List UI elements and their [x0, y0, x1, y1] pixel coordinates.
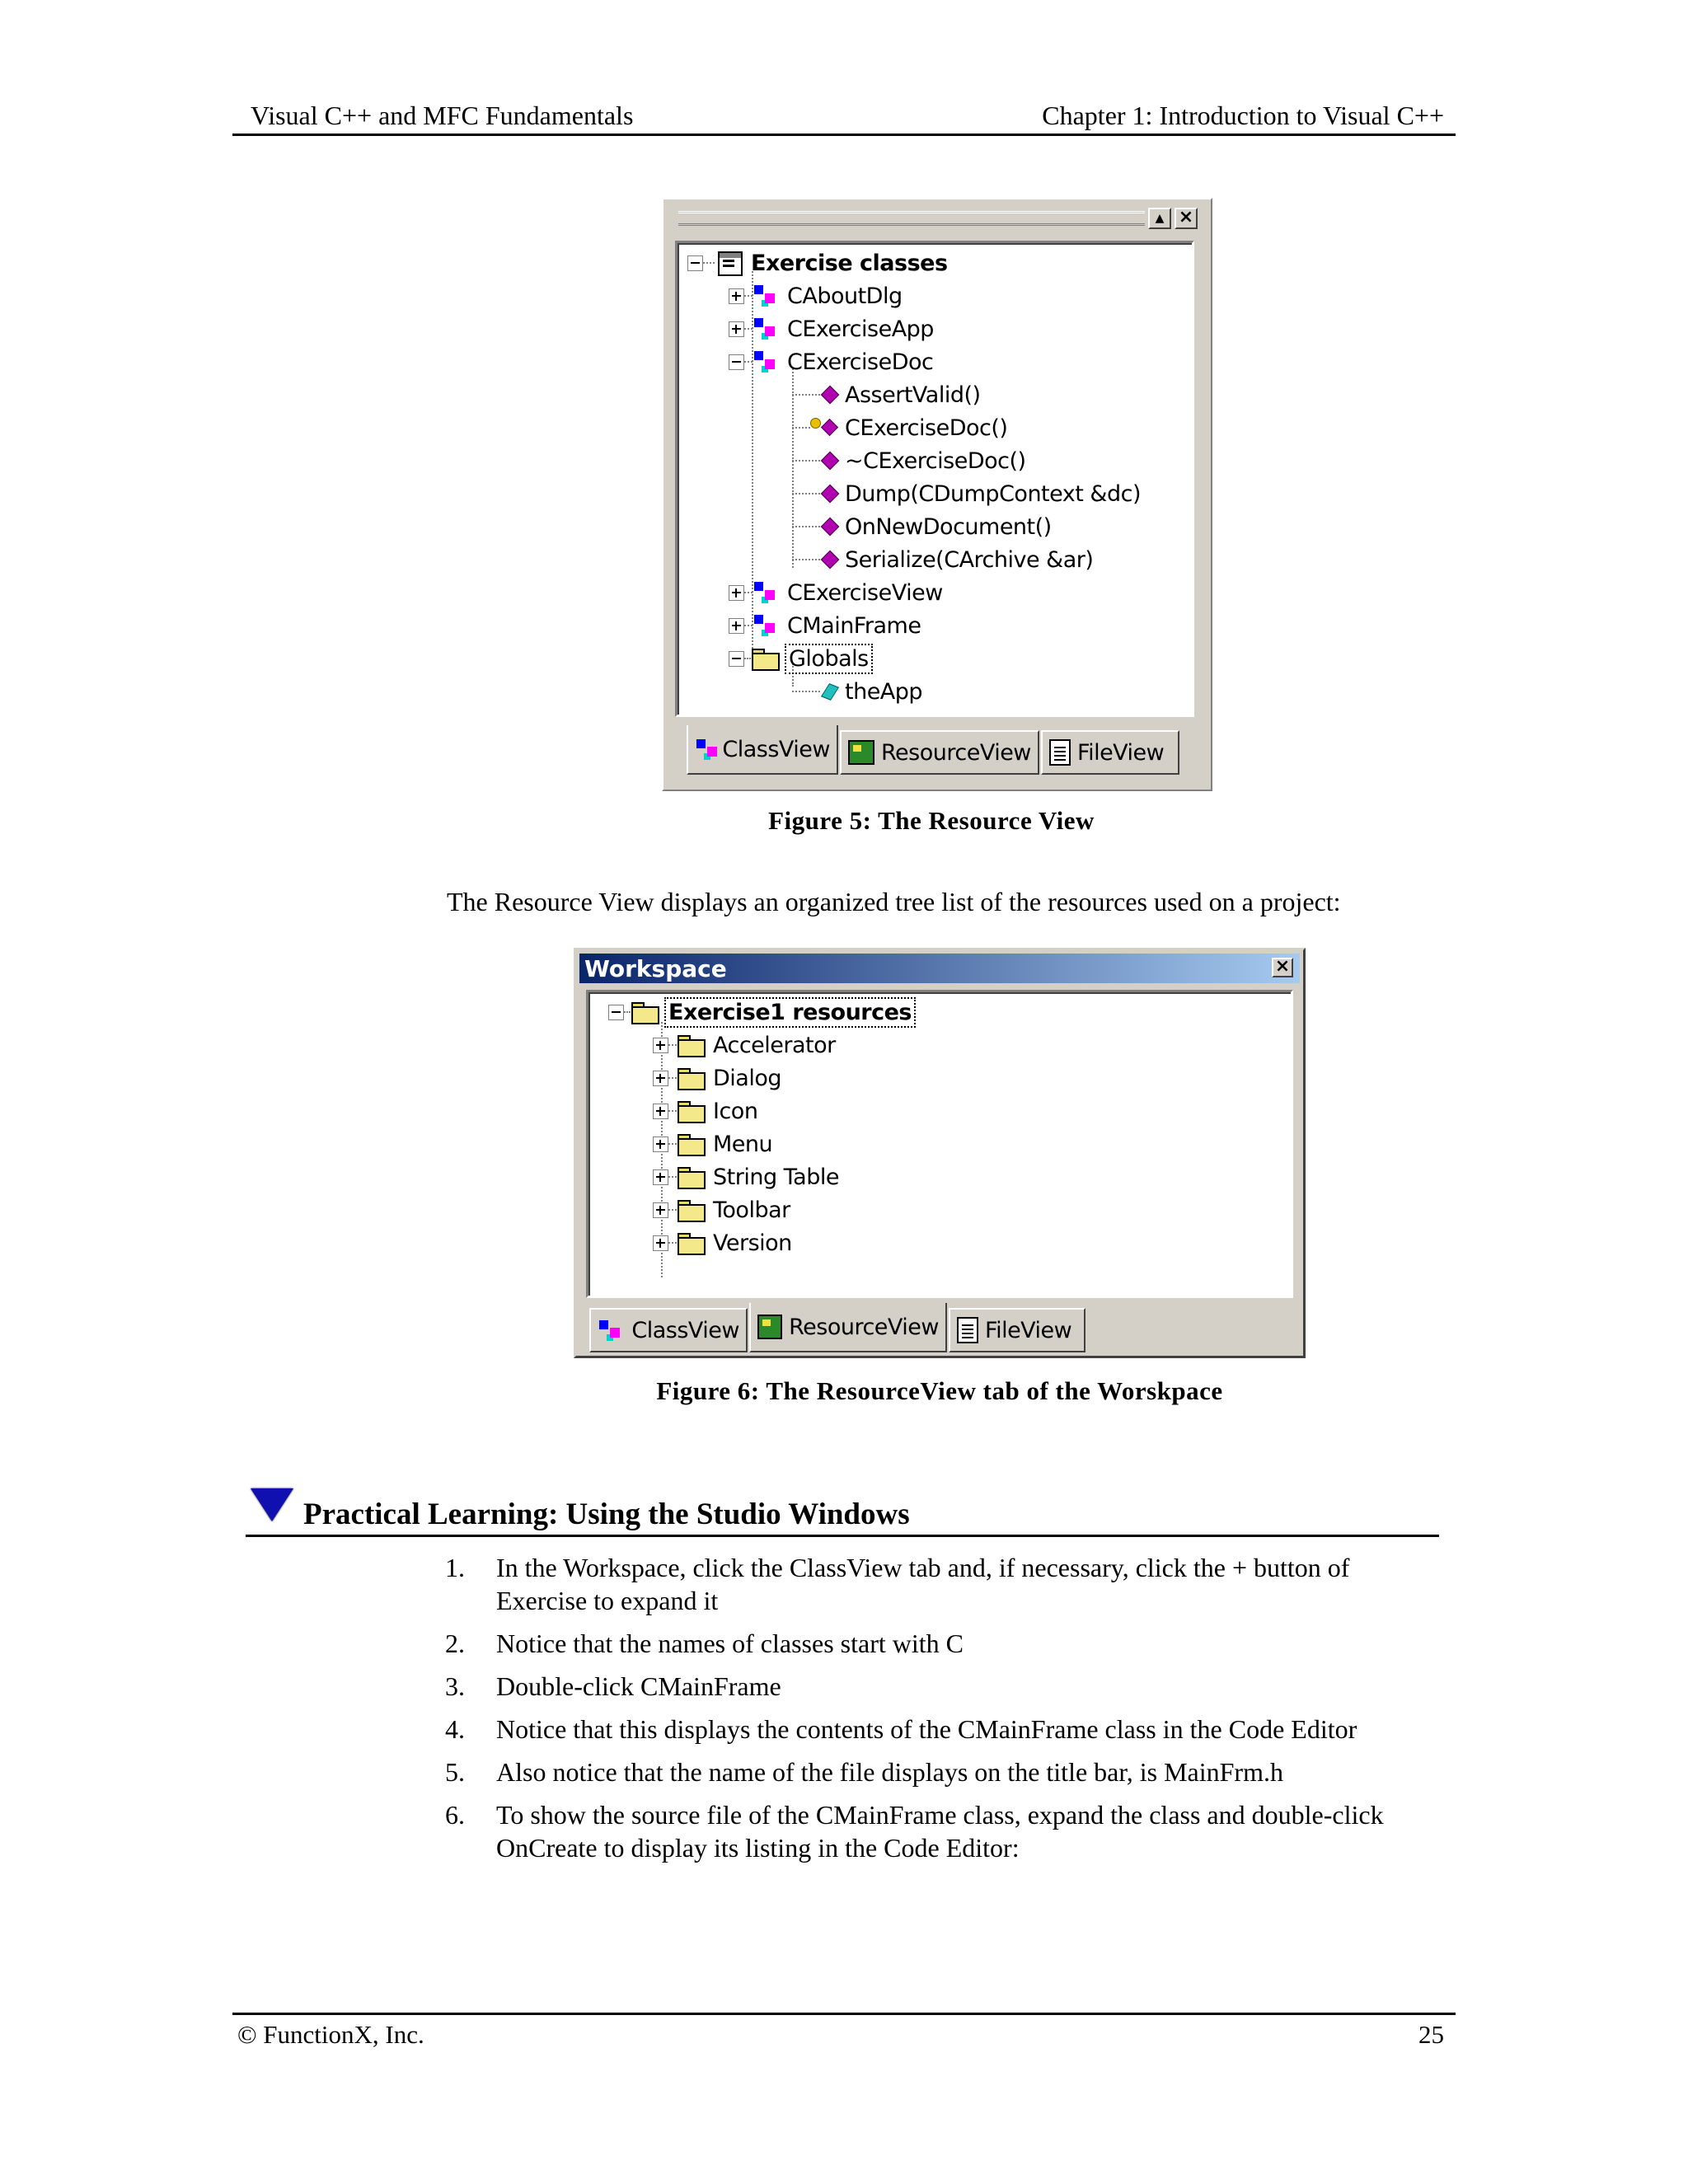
- class-icon: [753, 284, 781, 308]
- tab-label: ResourceView: [789, 1314, 939, 1340]
- tree-item-label: CAboutDlg: [787, 283, 903, 309]
- section-title: Practical Learning: Using the Studio Windows: [303, 1497, 910, 1531]
- tree-item-version[interactable]: [653, 1226, 792, 1259]
- list-item: 6. To show the source file of the CMainFrame class, expand the class and double-click OnCreate to display its listing in the Code Editor:: [445, 1800, 1384, 1863]
- tree-root-row[interactable]: [687, 246, 948, 279]
- tree-item-label: Dialog: [713, 1065, 781, 1091]
- tab-label: ResourceView: [881, 739, 1031, 766]
- classview-icon: [695, 738, 715, 761]
- class-tree[interactable]: [675, 241, 1194, 717]
- tree-item-cabouddlg[interactable]: [729, 279, 903, 312]
- class-icon: [753, 613, 781, 638]
- list-item: 5. Also notice that the name of the file displays on the title bar, is MainFrm.h: [445, 1757, 1283, 1787]
- tree-item-dialog[interactable]: [653, 1062, 781, 1094]
- tree-item-cexerciseapp[interactable]: [729, 312, 934, 345]
- workspace-title: Workspace: [584, 955, 727, 982]
- figure-5-caption: Figure 5: The Resource View: [768, 806, 1095, 835]
- tree-item-method[interactable]: [792, 477, 1141, 510]
- tree-item-label: Exercise classes: [751, 250, 948, 276]
- expand-icon[interactable]: [653, 1202, 668, 1218]
- resourceview-icon: [757, 1315, 782, 1339]
- folder-icon: [677, 1198, 706, 1221]
- tree-item-menu[interactable]: [653, 1127, 772, 1160]
- section-heading: [246, 1483, 1439, 1537]
- figure-5-classview-panel: [662, 198, 1212, 791]
- folder-open-icon: [631, 1001, 660, 1024]
- method-icon: [820, 386, 838, 404]
- collapse-icon[interactable]: [687, 255, 703, 271]
- folder-icon: [677, 1066, 706, 1090]
- tree-item-icon[interactable]: [653, 1094, 757, 1127]
- tree-item-toolbar[interactable]: [653, 1193, 790, 1226]
- collapse-icon[interactable]: [608, 1005, 624, 1020]
- tree-item-label: Serialize(CArchive &ar): [845, 546, 1094, 573]
- close-button[interactable]: ×: [1272, 958, 1293, 977]
- tree-item-label: Exercise1 resources: [668, 999, 912, 1025]
- expand-icon[interactable]: [729, 288, 744, 304]
- tab-label: FileView: [1077, 739, 1165, 766]
- tree-item-label: ~CExerciseDoc(): [845, 448, 1026, 474]
- folder-icon: [677, 1099, 706, 1122]
- tree-item-method[interactable]: [792, 510, 1052, 543]
- collapse-icon[interactable]: [729, 354, 744, 370]
- class-icon: [753, 349, 781, 374]
- list-item: 1. In the Workspace, click the ClassView tab and, if necessary, click the + button of Exercise to expand it: [445, 1553, 1350, 1615]
- tree-item-label: Accelerator: [713, 1032, 836, 1058]
- folder-icon: [677, 1132, 706, 1155]
- tab-classview[interactable]: [589, 1308, 748, 1352]
- tree-item-cexercisedoc[interactable]: [729, 345, 933, 378]
- tab-label: FileView: [985, 1317, 1072, 1343]
- tree-item-method[interactable]: [792, 444, 1026, 477]
- page-footer: [232, 2013, 1456, 2049]
- folder-icon: [677, 1231, 706, 1254]
- folder-icon: [751, 647, 781, 670]
- tree-item-label: AssertValid(): [845, 382, 981, 408]
- tab-fileview[interactable]: [949, 1308, 1085, 1352]
- tree-item-label: Toolbar: [713, 1197, 790, 1223]
- tree-item-label: theApp: [845, 678, 923, 705]
- collapse-icon[interactable]: [729, 651, 744, 667]
- maximize-button[interactable]: ▲: [1148, 208, 1171, 229]
- figure-5-tab-bar: [675, 730, 1194, 780]
- tree-item-cexerciseview[interactable]: [729, 576, 943, 609]
- method-icon: [820, 551, 838, 569]
- tree-item-label: Dump(CDumpContext &dc): [845, 480, 1141, 507]
- blue-triangle-icon: [251, 1488, 293, 1521]
- class-icon: [753, 316, 781, 341]
- expand-icon[interactable]: [653, 1137, 668, 1152]
- expand-icon[interactable]: [729, 585, 744, 601]
- steps-list: [445, 1551, 1442, 1874]
- close-button[interactable]: ×: [1175, 208, 1198, 229]
- tree-item-theapp[interactable]: [792, 675, 922, 708]
- folder-icon: [677, 1165, 706, 1188]
- tree-item-method[interactable]: [792, 378, 981, 411]
- resource-tree[interactable]: [586, 990, 1293, 1298]
- tab-resourceview[interactable]: [840, 730, 1039, 775]
- folder-icon: [677, 1033, 706, 1057]
- tree-item-label: CExerciseApp: [787, 316, 934, 342]
- expand-icon[interactable]: [653, 1071, 668, 1086]
- figure-6-tab-bar: [586, 1308, 1295, 1357]
- expand-icon[interactable]: [653, 1038, 668, 1053]
- tree-item-label: Menu: [713, 1131, 773, 1157]
- key-method-icon: [810, 418, 838, 438]
- method-icon: [820, 452, 838, 470]
- page-header: [232, 97, 1456, 136]
- method-icon: [820, 485, 838, 503]
- tree-item-method[interactable]: [792, 543, 1093, 576]
- page-number: 25: [1418, 2020, 1444, 2049]
- footer-copyright: © FunctionX, Inc.: [237, 2020, 424, 2049]
- method-icon: [820, 518, 838, 536]
- tab-fileview[interactable]: [1041, 730, 1179, 775]
- fileview-icon: [1049, 739, 1071, 766]
- variable-icon: [820, 682, 838, 701]
- tab-classview[interactable]: [687, 725, 838, 775]
- list-item: 3. Double-click CMainFrame: [445, 1671, 781, 1701]
- tree-item-label: CMainFrame: [787, 612, 921, 639]
- figure-6-workspace-window: [574, 948, 1306, 1358]
- workspace-title-bar[interactable]: [579, 954, 1300, 983]
- expand-icon[interactable]: [653, 1104, 668, 1119]
- tree-item-label: CExerciseView: [787, 579, 943, 606]
- tree-item-label: Version: [713, 1230, 792, 1256]
- tree-item-label: Globals: [789, 645, 869, 672]
- list-item: 4. Notice that this displays the contents of the CMainFrame class in the Code Editor: [445, 1714, 1357, 1744]
- tree-item-cmainframe[interactable]: [729, 609, 921, 642]
- project-icon: [715, 250, 744, 276]
- expand-icon[interactable]: [729, 321, 744, 337]
- tree-item-label: String Table: [713, 1164, 839, 1190]
- tab-label: ClassView: [722, 736, 830, 762]
- resourceview-icon: [848, 740, 874, 765]
- header-chapter-title: Chapter 1: Introduction to Visual C++: [1042, 101, 1444, 130]
- tree-item-label: Icon: [713, 1098, 758, 1124]
- tab-resourceview[interactable]: [749, 1303, 947, 1352]
- figure-6-caption: Figure 6: The ResourceView tab of the Worskpace: [656, 1376, 1223, 1405]
- class-icon: [753, 580, 781, 605]
- classview-icon: [598, 1319, 625, 1342]
- header-book-title: Visual C++ and MFC Fundamentals: [251, 101, 634, 130]
- panel-gripper[interactable]: [678, 211, 1145, 226]
- fileview-icon: [957, 1317, 978, 1343]
- tree-item-accelerator[interactable]: [653, 1029, 836, 1062]
- tree-item-method[interactable]: [792, 411, 1007, 444]
- expand-icon[interactable]: [653, 1235, 668, 1251]
- list-item: 2. Notice that the names of classes start with C: [445, 1629, 964, 1658]
- tree-item-label: OnNewDocument(): [845, 513, 1052, 540]
- tree-root-row[interactable]: [608, 996, 913, 1029]
- tree-item-label: CExerciseDoc(): [845, 415, 1008, 441]
- tree-item-label: CExerciseDoc: [787, 349, 934, 375]
- intro-paragraph: The Resource View displays an organized tree list of the resources used on a project:: [447, 887, 1341, 916]
- tree-item-string-table[interactable]: [653, 1160, 839, 1193]
- tree-item-globals[interactable]: [729, 642, 870, 675]
- expand-icon[interactable]: [729, 618, 744, 634]
- expand-icon[interactable]: [653, 1169, 668, 1185]
- tab-label: ClassView: [631, 1317, 739, 1343]
